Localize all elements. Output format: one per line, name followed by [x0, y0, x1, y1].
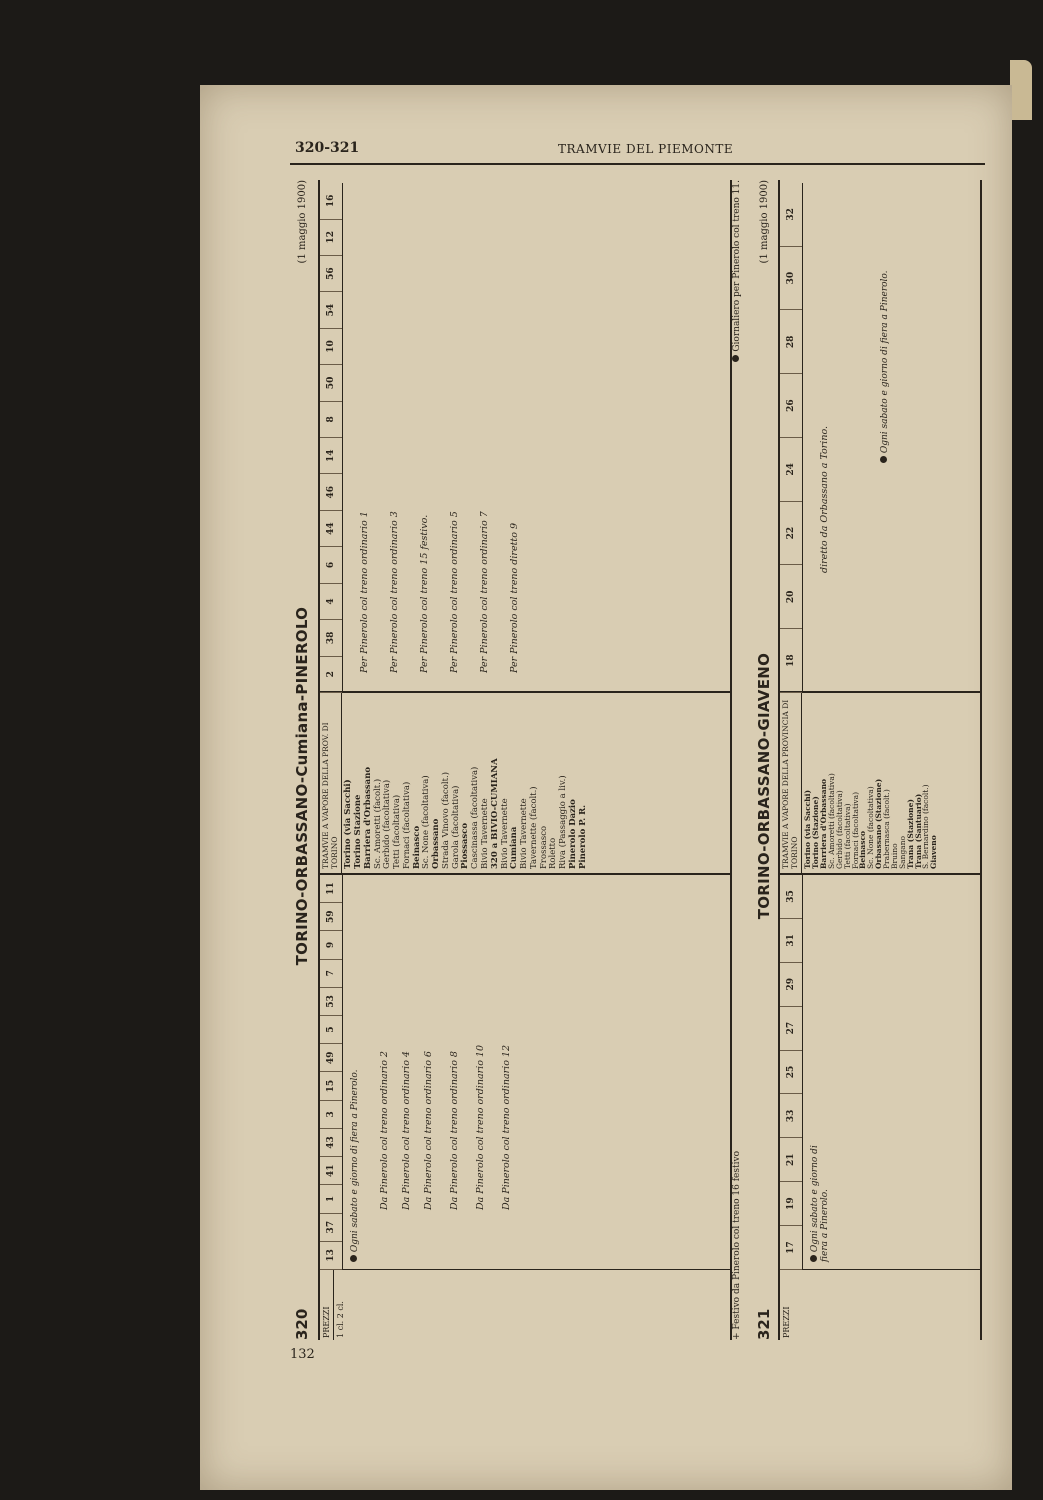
note-da-pinerolo-6: Da Pinerolo col treno ordinario 6: [423, 1051, 434, 1210]
sec320-station: Roletto: [548, 837, 559, 869]
sec320-train-number: 41: [320, 1157, 342, 1185]
sec321-train-number: 21: [780, 1138, 802, 1182]
note-per-pinerolo-15: Per Pinerolo col treno 15 festivo.: [419, 514, 430, 673]
sec320-train-number: 43: [320, 1129, 342, 1157]
sec320-train-number: 10: [320, 329, 342, 365]
sec320-train-number: 6: [320, 547, 342, 583]
sec321-station: Orbassano (Stazione): [874, 778, 884, 869]
sec320-station: Fornaci (facoltativa): [401, 781, 412, 869]
sec320-train-number: 59: [320, 903, 342, 931]
station-list-320: [320, 691, 730, 875]
note-per-pinerolo-9: Per Pinerolo col treno diretto 9: [509, 523, 520, 673]
running-title: TRAMVIE DEL PIEMONTE: [558, 142, 734, 156]
header-rule: [290, 163, 985, 165]
note-da-pinerolo-12: Da Pinerolo col treno ordinario 12: [501, 1044, 512, 1210]
sec321-station: Sc. Amoretti (facoltativa): [826, 773, 836, 869]
note-da-pinerolo-10: Da Pinerolo col treno ordinario 10: [475, 1044, 486, 1210]
rotated-timetables: [292, 180, 982, 1340]
sec320-train-number: 9: [320, 931, 342, 959]
outbound-columns-321: [780, 875, 980, 1270]
sec321-train-number: 28: [780, 311, 802, 375]
sec320-train-number: 12: [320, 220, 342, 256]
sec320-train-number: 14: [320, 438, 342, 474]
book-page: [200, 85, 1012, 1490]
sec321-train-number: 33: [780, 1094, 802, 1138]
section-date: (1 maggio 1900): [297, 180, 309, 264]
sec321-train-number: 24: [780, 438, 802, 502]
sec320-train-number: 11: [320, 875, 342, 903]
sec320-station: Bivio Tavernette: [519, 798, 530, 869]
sec320-train-number: 46: [320, 474, 342, 510]
sec320-station: Pinerolo Dazio: [567, 799, 578, 869]
sec320-station: Bivio Tavernette: [479, 798, 490, 869]
note-ogni-sabato-321: Ogni sabato e giorno di fiera a Pinerolo.: [810, 1145, 831, 1262]
section-321: [754, 180, 980, 1340]
sec320-station: 320 a BIVIO-CUMIANA: [489, 758, 500, 869]
note-per-pinerolo-1: Per Pinerolo col treno ordinario 1: [359, 511, 370, 673]
sec321-station: Gerbido (facoltativa): [834, 790, 844, 869]
sec320-train-number: 49: [320, 1044, 342, 1072]
timetable-320: [318, 180, 732, 1340]
sec321-train-number: 27: [780, 1007, 802, 1051]
sec321-train-number: 35: [780, 875, 802, 919]
sec321-station: Sc. None (facoltativa): [866, 786, 876, 869]
running-header: [200, 140, 1012, 164]
sec320-station: Bivio Tavernette: [499, 798, 510, 869]
sec320-train-number: 2: [320, 657, 342, 693]
sec321-station: Trana (Stazione): [905, 799, 915, 869]
sec321-train-number: 32: [780, 183, 802, 247]
prices-header-321: PREZZI: [782, 1306, 791, 1338]
timetable-321: [778, 180, 982, 1340]
sec320-station: Orbassano: [431, 818, 442, 869]
sec320-train-number: 44: [320, 511, 342, 547]
sec321-train-number: 25: [780, 1051, 802, 1095]
sec321-station: Sangano: [897, 835, 907, 869]
sec320-station: Barriera d'Orbassano: [362, 766, 373, 869]
company-321: TRAMVIE A VAPORE DELLA PROVINCIA DI TORINO: [780, 693, 802, 873]
section-title: TORINO-ORBASSANO-Cumiana-PINEROLO: [293, 606, 312, 966]
sec320-train-number: 13: [320, 1242, 342, 1270]
sec320-train-number: 53: [320, 988, 342, 1016]
section-date: (1 maggio 1900): [759, 180, 771, 264]
note-per-pinerolo-5: Per Pinerolo col treno ordinario 5: [449, 511, 460, 673]
sec320-station: Riva (Passaggio a liv.): [558, 775, 569, 869]
return-columns-321: [780, 183, 980, 693]
sec321-train-number: 20: [780, 566, 802, 630]
sec320-train-number: 38: [320, 620, 342, 656]
company-320: TRAMVIE A VAPORE DELLA PROV. DI TORINO: [320, 693, 342, 873]
sec320-station: Tetti (facoltativa): [392, 794, 403, 869]
page-number-top: 320-321: [295, 140, 360, 156]
sec320-station: Garola (facoltativa): [450, 785, 461, 869]
sec321-train-number: 22: [780, 502, 802, 566]
note-da-pinerolo-8: Da Pinerolo col treno ordinario 8: [449, 1051, 460, 1210]
section-title: TORINO-ORBASSANO-GIAVENO: [755, 652, 774, 920]
outbound-columns: [320, 875, 730, 1270]
sec321-station: Torino (Stazione): [811, 796, 821, 869]
footnote-giornaliero: Giornaliero per Pinerolo col treno 11.: [732, 180, 742, 362]
sec321-train-number: 19: [780, 1182, 802, 1226]
sec320-train-number: 15: [320, 1072, 342, 1100]
sec320-station: Beinasco: [411, 825, 422, 869]
sec320-train-number: 3: [320, 1101, 342, 1129]
prices-header: PREZZI: [320, 1270, 334, 1340]
sec320-train-number: 54: [320, 292, 342, 328]
sec320-station: Frossasco: [538, 825, 549, 869]
sec321-train-number: 29: [780, 963, 802, 1007]
sec321-station: Barriera d'Orbassano: [819, 778, 828, 869]
sec321-station: Prabernasca (facolt.): [882, 789, 891, 869]
footnote-festivo: + Festivo da Pinerolo col treno 16 festivo: [732, 1151, 742, 1340]
sec320-train-number: 7: [320, 960, 342, 988]
section-number: 320: [293, 1308, 312, 1340]
sec321-train-number: 31: [780, 919, 802, 963]
sec320-train-number: 1: [320, 1185, 342, 1213]
sec321-station: Fornaci (facoltativa): [850, 792, 860, 869]
note-ogni-sabato-321b: Ogni sabato e giorno di fiera a Pinerolo.: [880, 263, 890, 463]
sec321-station: Trana (Santuario): [913, 793, 923, 869]
sec321-train-number: 18: [780, 629, 802, 693]
sec320-station: Pinerolo P. R.: [577, 804, 588, 869]
sec321-train-number: 30: [780, 247, 802, 311]
sec321-train-number: 17: [780, 1226, 802, 1270]
sec321-station: Bruino: [889, 843, 899, 869]
sec321-station: S. Bernardino (facolt.): [921, 784, 931, 869]
sec320-train-number: 56: [320, 256, 342, 292]
page-number-bottom: 132: [290, 1347, 315, 1362]
sec320-station: Tavernette (facolt.): [528, 786, 539, 869]
sec320-train-number: 5: [320, 1016, 342, 1044]
note-da-pinerolo-4: Da Pinerolo col treno ordinario 4: [401, 1051, 412, 1210]
sec320-station: Cumiana: [509, 826, 520, 869]
sec320-station: Sc. None (facoltativa): [421, 775, 432, 869]
sec320-train-number: 16: [320, 183, 342, 219]
sec321-train-number: 26: [780, 374, 802, 438]
note-per-pinerolo-7: Per Pinerolo col treno ordinario 7: [479, 511, 490, 673]
station-list-321: [780, 691, 980, 875]
note-per-pinerolo-3: Per Pinerolo col treno ordinario 3: [389, 511, 400, 673]
note-diretto-321: diretto da Orbassano a Torino.: [819, 425, 830, 573]
sec320-train-number: 50: [320, 365, 342, 401]
sec320-station: Gerbido (facoltativa): [382, 779, 393, 869]
sec320-train-number: 37: [320, 1214, 342, 1242]
section-320: [292, 180, 742, 1340]
page-edge: [1010, 60, 1032, 120]
note-da-pinerolo-2: Da Pinerolo col treno ordinario 2: [379, 1051, 390, 1210]
sec320-train-number: 4: [320, 584, 342, 620]
return-columns: [320, 183, 730, 693]
sec320-station: Sc. Amoretti (facolt.): [372, 778, 383, 869]
note-ogni-sabato: Ogni sabato e giorno di fiera a Pinerolo.: [350, 882, 360, 1262]
sec321-station: Giaveno: [929, 835, 939, 869]
sec320-station: Piossasco: [460, 823, 471, 869]
sec320-station: Cascinassa (facoltativa): [470, 766, 481, 869]
sec321-station: Torino (via Sacchi): [803, 789, 813, 869]
sec321-station: Beinasco: [858, 830, 868, 869]
sec320-station: Strada Vinovo (facolt.): [440, 771, 451, 869]
sec320-train-number: 8: [320, 402, 342, 438]
sec320-station: Torino Stazione: [353, 794, 364, 869]
section-number: 321: [755, 1308, 774, 1340]
sec321-station: Tetti (facoltativa): [842, 803, 852, 869]
prices-classes: 1 cl. 2 cl.: [336, 1301, 346, 1338]
sec320-station: Torino (via Sacchi): [343, 779, 354, 869]
